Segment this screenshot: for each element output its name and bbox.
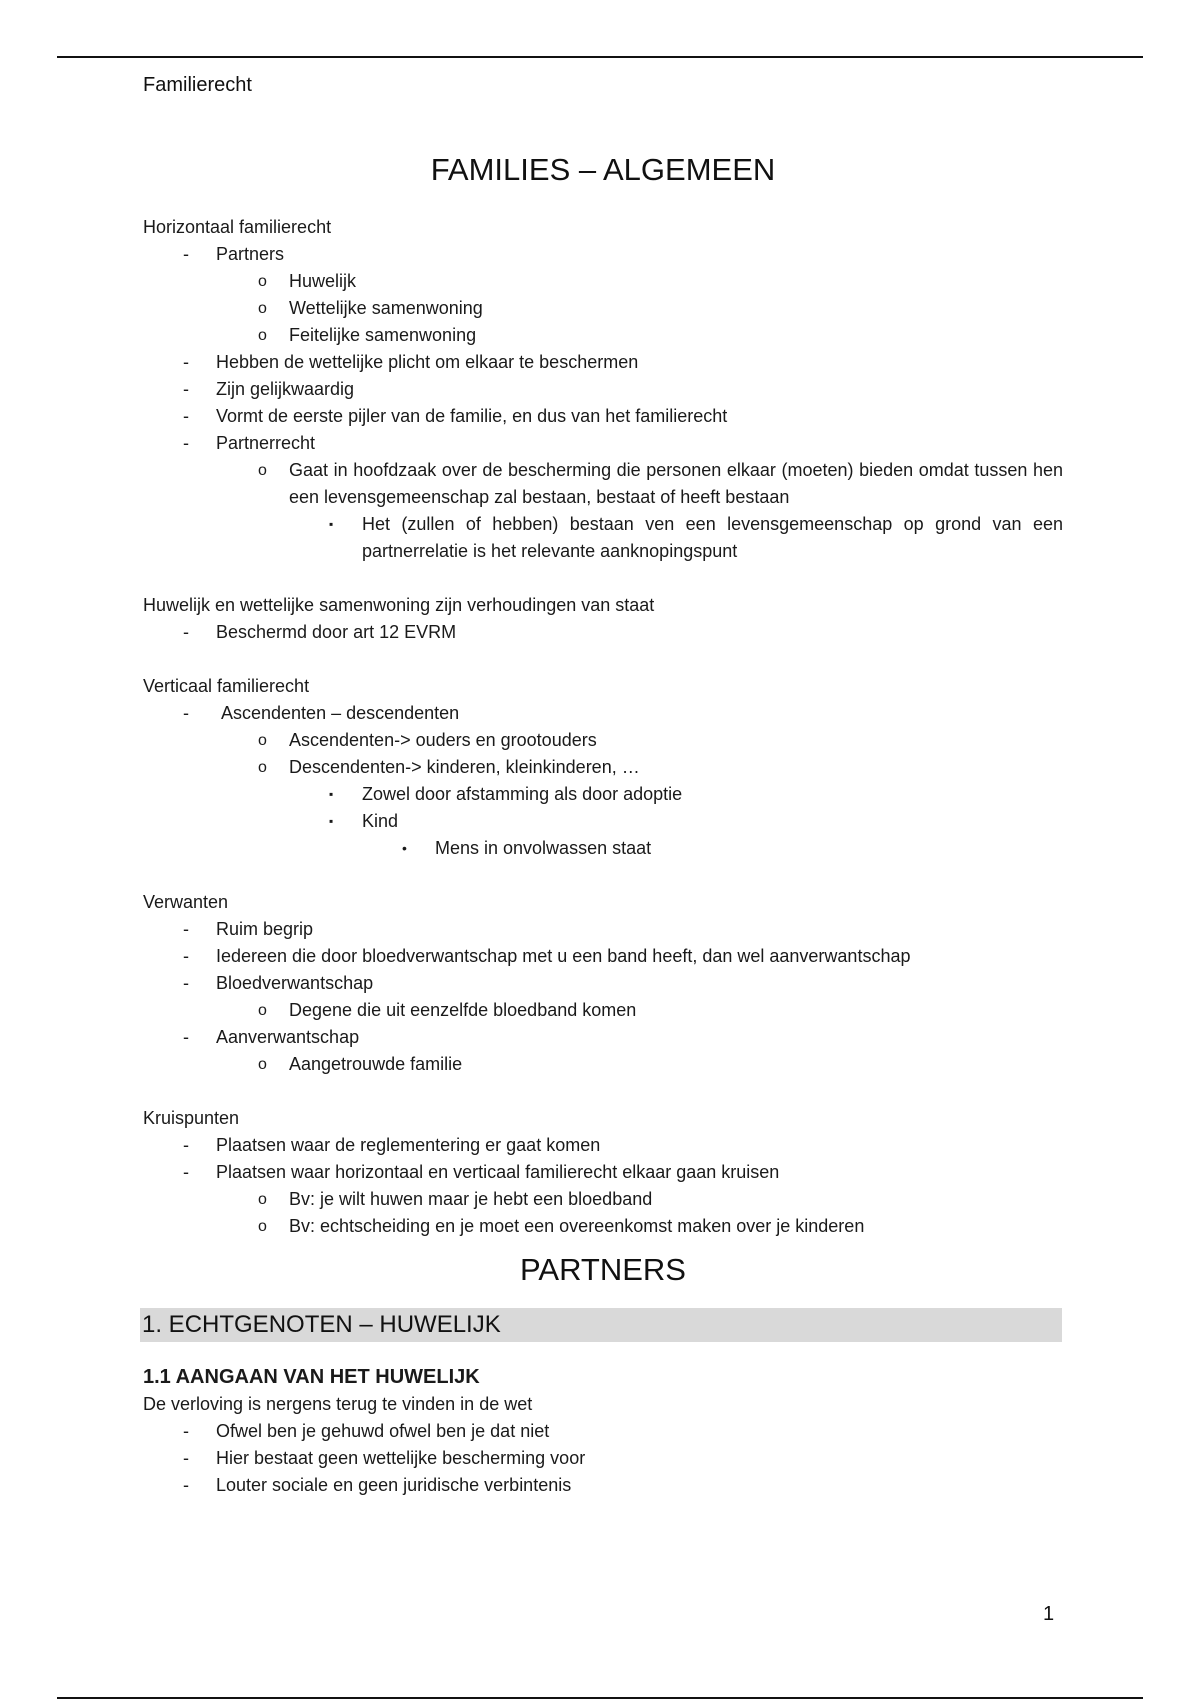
- circle-marker: o: [258, 732, 267, 749]
- list-item-text: Iedereen die door bloedverwantschap met u een band heeft, dan wel aanverwantschap: [216, 946, 911, 966]
- bullet-list: [143, 619, 1063, 646]
- list-item-text: Bv: je wilt huwen maar je hebt een bloedband: [289, 1189, 653, 1209]
- sub-list: [216, 268, 1063, 349]
- list-item-text: Plaatsen waar de reglementering er gaat komen: [216, 1135, 601, 1155]
- dash-marker: -: [183, 406, 189, 426]
- dash-marker: -: [183, 919, 189, 939]
- list-item-text: Huwelijk: [289, 271, 357, 291]
- circle-marker: o: [258, 1218, 267, 1235]
- list-item-text: Ruim begrip: [216, 919, 314, 939]
- list-item-text: Hebben de wettelijke plicht om elkaar te beschermen: [216, 352, 639, 372]
- list-item-text: Beschermd door art 12 EVRM: [216, 622, 457, 642]
- section-heading: Kruispunten: [143, 1108, 240, 1128]
- list-item: [143, 1132, 1063, 1159]
- header-rule: [57, 56, 1143, 58]
- list-item-text: Bloedverwantschap: [216, 973, 374, 993]
- circle-marker: o: [258, 300, 267, 317]
- list-item: [143, 970, 1063, 1024]
- square-marker: ▪: [329, 787, 334, 801]
- dash-marker: -: [183, 703, 189, 723]
- list-item: [216, 727, 1063, 754]
- list-item: [143, 619, 1063, 646]
- page-number: 1: [1043, 1603, 1055, 1625]
- list-item: [143, 1418, 1063, 1445]
- list-item-text: Wettelijke samenwoning: [289, 298, 483, 318]
- running-header: Familierecht: [143, 74, 252, 96]
- list-item-text: Louter sociale en geen juridische verbintenis: [216, 1475, 572, 1495]
- list-item: [143, 1024, 1063, 1078]
- list-item-text: Mens in onvolwassen staat: [435, 838, 652, 858]
- list-item-text: Bv: echtscheiding en je moet een overeenkomst maken over je kinderen: [289, 1216, 865, 1236]
- sub-list: [216, 997, 1063, 1024]
- subsection: [143, 1364, 1063, 1499]
- partners-title: PARTNERS: [520, 1252, 686, 1287]
- dash-marker: -: [183, 1421, 189, 1441]
- square-marker: ▪: [329, 814, 334, 828]
- list-item: [143, 916, 1063, 943]
- dash-marker: -: [183, 379, 189, 399]
- section-horizontaal: [143, 214, 1063, 565]
- list-item: [216, 1051, 1063, 1078]
- sub-sub-list: [289, 781, 1063, 862]
- list-item-text: Ascendenten – descendenten: [221, 703, 460, 723]
- list-item: [216, 268, 1063, 295]
- list-item: [216, 1213, 1063, 1240]
- list-item-text: Zowel door afstamming als door adoptie: [362, 784, 683, 804]
- dash-marker: -: [183, 973, 189, 993]
- section-kruispunten: [143, 1105, 1063, 1240]
- bullet-list: [143, 700, 1063, 862]
- list-item-text: Partnerrecht: [216, 433, 316, 453]
- dash-marker: -: [183, 1475, 189, 1495]
- circle-marker: o: [258, 1056, 267, 1073]
- sub-list: [216, 727, 1063, 862]
- list-item-text: Hier bestaat geen wettelijke bescherming voor: [216, 1448, 586, 1468]
- list-item-text: Ascendenten-> ouders en grootouders: [289, 730, 597, 750]
- subsection-heading: 1.1 AANGAAN VAN HET HUWELIJK: [143, 1366, 480, 1388]
- square-marker: ▪: [329, 517, 334, 531]
- list-item-text: Feitelijke samenwoning: [289, 325, 477, 345]
- bullet-list: [143, 1418, 1063, 1499]
- list-item: [216, 754, 1063, 862]
- subsection-intro: De verloving is nergens terug te vinden in de wet: [143, 1394, 533, 1414]
- list-item: [143, 943, 1063, 970]
- page-body: [143, 150, 1063, 1499]
- list-item: [216, 997, 1063, 1024]
- section-heading: Huwelijk en wettelijke samenwoning zijn verhoudingen van staat: [143, 595, 655, 615]
- document-title: FAMILIES – ALGEMEEN: [430, 152, 776, 187]
- list-item: [143, 1472, 1063, 1499]
- list-item: [143, 1445, 1063, 1472]
- list-item: [143, 376, 1063, 403]
- dash-marker: -: [183, 433, 189, 453]
- list-item: [143, 700, 1063, 862]
- list-item-text: Partners: [216, 244, 285, 264]
- list-item: [143, 430, 1063, 565]
- section-heading: Verticaal familierecht: [143, 676, 310, 696]
- list-item: [143, 349, 1063, 376]
- list-item: [143, 241, 1063, 349]
- footer-rule: [57, 1697, 1143, 1699]
- dash-marker: -: [183, 1162, 189, 1182]
- dash-marker: -: [183, 1135, 189, 1155]
- dash-marker: -: [183, 1027, 189, 1047]
- bullet-list: [143, 241, 1063, 565]
- list-item: [216, 1186, 1063, 1213]
- chapter-heading: 1. ECHTGENOTEN – HUWELIJK: [140, 1308, 1062, 1342]
- list-item-text: Aangetrouwde familie: [289, 1054, 463, 1074]
- list-item-text: Zijn gelijkwaardig: [216, 379, 355, 399]
- circle-marker: o: [258, 759, 267, 776]
- list-item-text: Vormt de eerste pijler van de familie, en dus van het familierecht: [216, 406, 728, 426]
- list-item: [216, 322, 1063, 349]
- section-heading: Verwanten: [143, 892, 229, 912]
- list-item: [216, 295, 1063, 322]
- dash-marker: -: [183, 622, 189, 642]
- list-item: [289, 511, 1063, 565]
- sub-list: [216, 457, 1063, 565]
- circle-marker: o: [258, 1191, 267, 1208]
- section-verticaal: [143, 673, 1063, 862]
- sub-sub-sub-list: [362, 835, 1063, 862]
- bullet-list: [143, 916, 1063, 1078]
- dot-marker: •: [402, 840, 407, 856]
- bullet-list: [143, 1132, 1063, 1240]
- sub-list: [216, 1051, 1063, 1078]
- dash-marker: -: [183, 244, 189, 264]
- list-item: [362, 835, 1063, 862]
- list-item-text: Plaatsen waar horizontaal en verticaal familierecht elkaar gaan kruisen: [216, 1162, 780, 1182]
- sub-sub-list: [289, 511, 1063, 565]
- sub-list: [216, 1186, 1063, 1240]
- list-item-text: Descendenten-> kinderen, kleinkinderen, …: [289, 757, 640, 777]
- circle-marker: o: [258, 273, 267, 290]
- list-item-text: Kind: [362, 811, 399, 831]
- list-item-text: Gaat in hoofdzaak over de bescherming die personen elkaar (moeten) bieden omdat tussen hen een levensgemeenschap zal bestaan, bestaat of heeft bestaan: [289, 460, 1063, 507]
- list-item: [143, 403, 1063, 430]
- list-item-text: Degene die uit eenzelfde bloedband komen: [289, 1000, 637, 1020]
- list-item-text: Aanverwantschap: [216, 1027, 360, 1047]
- list-item: [216, 457, 1063, 565]
- dash-marker: -: [183, 946, 189, 966]
- circle-marker: o: [258, 462, 267, 479]
- section-verwanten: [143, 889, 1063, 1078]
- section-staat: [143, 592, 1063, 646]
- circle-marker: o: [258, 1002, 267, 1019]
- list-item: [289, 808, 1063, 862]
- list-item-text: Het (zullen of hebben) bestaan ven een levensgemeenschap op grond van een partnerrelatie is het relevante aanknopingspunt: [362, 514, 1063, 561]
- dash-marker: -: [183, 352, 189, 372]
- section-heading: Horizontaal familierecht: [143, 217, 332, 237]
- list-item-text: Ofwel ben je gehuwd ofwel ben je dat niet: [216, 1421, 550, 1441]
- dash-marker: -: [183, 1448, 189, 1468]
- circle-marker: o: [258, 327, 267, 344]
- list-item: [143, 1159, 1063, 1240]
- list-item: [289, 781, 1063, 808]
